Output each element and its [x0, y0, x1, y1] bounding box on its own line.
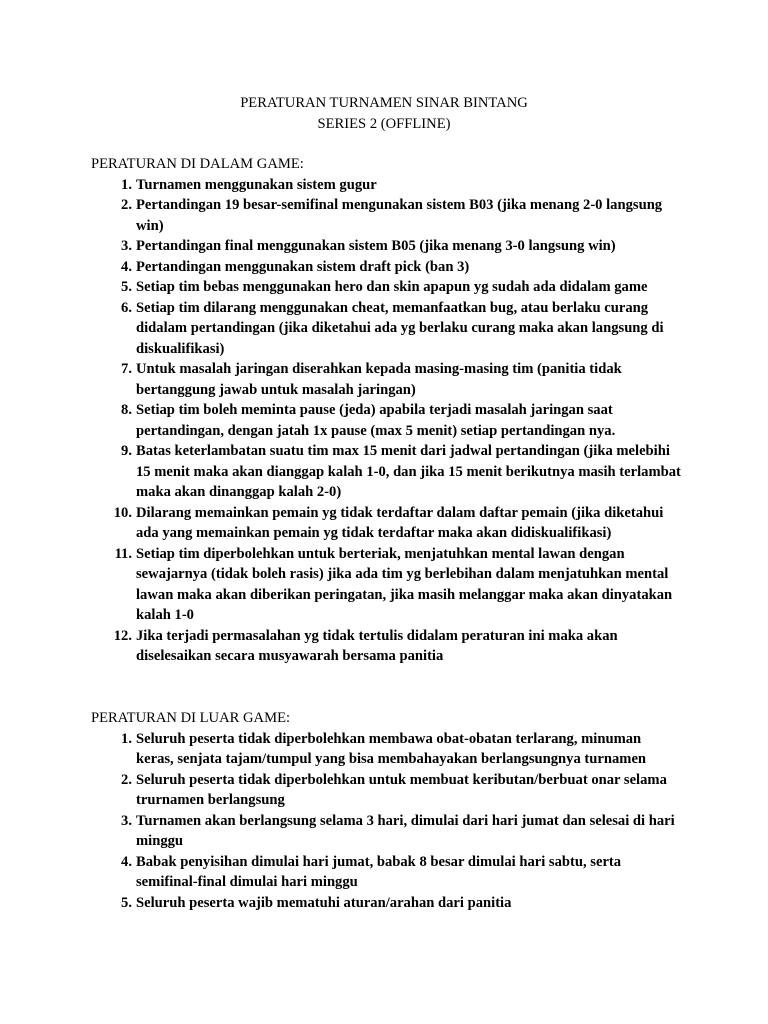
rule-number: 2.	[121, 771, 132, 788]
rule-number: 7.	[121, 361, 132, 377]
rule-number: 3.	[121, 238, 132, 254]
rule-text: Turnamen akan berlangsung selama 3 hari, dimulai dari hari jumat dan selesai di hari minggu	[136, 812, 675, 849]
rule-item	[91, 729, 681, 770]
rule-number: 12.	[113, 627, 132, 644]
rule-item	[91, 257, 681, 278]
rule-item	[91, 236, 681, 257]
rule-number: 6.	[121, 299, 132, 316]
section-heading: PERATURAN DI DALAM GAME:	[91, 156, 304, 172]
rule-item	[91, 277, 681, 298]
section-heading: PERATURAN DI LUAR GAME:	[91, 710, 291, 726]
rule-number: 4.	[121, 853, 132, 870]
rule-list	[91, 729, 681, 914]
rule-item	[91, 195, 681, 236]
rule-text: Pertandingan final menggunakan sistem B05 (jika menang 3-0 langsung win)	[136, 238, 616, 254]
rule-number: 4.	[121, 258, 132, 275]
rule-number: 10.	[113, 504, 132, 521]
rule-item	[91, 893, 681, 914]
rule-item	[91, 298, 681, 360]
rule-number: 11.	[114, 545, 132, 562]
rule-number: 9.	[121, 443, 132, 459]
rule-number: 3.	[121, 812, 132, 829]
section-out-game-rules	[91, 708, 681, 913]
rule-text: Seluruh peserta wajib mematuhi aturan/arahan dari panitia	[136, 894, 512, 911]
rule-text: Babak penyisihan dimulai hari jumat, babak 8 besar dimulai hari sabtu, serta semifinal-final dimulai hari minggu	[136, 853, 622, 890]
rule-text: Seluruh peserta tidak diperbolehkan untuk membuat keributan/berbuat onar selama trurnamen berlangsung	[136, 771, 667, 808]
rule-item	[91, 852, 681, 893]
title-line-1: PERATURAN TURNAMEN SINAR BINTANG	[240, 95, 528, 111]
rule-number: 1.	[121, 176, 132, 193]
rule-list	[91, 175, 681, 667]
rule-number: 5.	[121, 894, 132, 911]
rule-number: 5.	[121, 279, 132, 295]
section-in-game-rules	[91, 154, 681, 667]
rule-text: Pertandingan 19 besar-semifinal mengunakan sistem B03 (jika menang 2-0 langsung win)	[136, 197, 663, 234]
rule-number: 2.	[121, 197, 132, 213]
rule-text: Setiap tim dilarang menggunakan cheat, memanfaatkan bug, atau berlaku curang didalam pertandingan (jika diketahui ada yg berlaku curang maka akan langsung di diskualifikasi)	[136, 299, 664, 357]
rule-item	[91, 441, 681, 503]
rule-text: Pertandingan menggunakan sistem draft pick (ban 3)	[136, 258, 470, 275]
rule-number: 1.	[121, 730, 132, 747]
rule-item	[91, 544, 681, 626]
rule-item	[91, 359, 681, 400]
rule-item	[91, 626, 681, 667]
rule-text: Jika terjadi permasalahan yg tidak tertulis didalam peraturan ini maka akan diselesaikan secara musyawarah bersama panitia	[136, 627, 618, 664]
rule-text: Turnamen menggunakan sistem gugur	[136, 176, 377, 193]
rule-text: Setiap tim boleh meminta pause (jeda) apabila terjadi masalah jaringan saat pertandingan, dengan jatah 1x pause (max 5 menit) setiap pertandingan nya.	[136, 402, 616, 439]
rule-item	[91, 400, 681, 441]
document-title	[0, 93, 768, 134]
rule-text: Setiap tim diperbolehkan untuk berteriak, menjatuhkan mental lawan dengan sewajarnya (tidak boleh rasis) jika ada tim yg berlebihan dalam menjatuhkan mental lawan maka akan diberikan peringatan, jika masih melanggar maka akan dinyatakan kalah 1-0	[136, 545, 673, 623]
rule-text: Setiap tim bebas menggunakan hero dan skin apapun yg sudah ada didalam game	[136, 279, 648, 295]
rule-item	[91, 503, 681, 544]
rule-item	[91, 175, 681, 196]
rule-text: Untuk masalah jaringan diserahkan kepada masing-masing tim (panitia tidak bertanggung jawab untuk masalah jaringan)	[136, 361, 622, 398]
rule-text: Batas keterlambatan suatu tim max 15 menit dari jadwal pertandingan (jika melebihi 15 menit maka akan dianggap kalah 1-0, dan jika 15 menit berikutnya masih terlambat maka akan dinanggap kalah 2-0)	[136, 443, 681, 500]
rule-item	[91, 770, 681, 811]
title-line-2: SERIES 2 (OFFLINE)	[317, 115, 451, 132]
rule-text: Seluruh peserta tidak diperbolehkan membawa obat-obatan terlarang, minuman keras, senjata tajam/tumpul yang bisa membahayakan berlangsungnya turnamen	[136, 730, 647, 767]
rule-number: 8.	[121, 402, 132, 418]
rule-text: Dilarang memainkan pemain yg tidak terdaftar dalam daftar pemain (jika diketahui ada yang memainkan pemain yg tidak terdaftar maka akan didiskualifikasi)	[136, 504, 664, 541]
rule-item	[91, 811, 681, 852]
